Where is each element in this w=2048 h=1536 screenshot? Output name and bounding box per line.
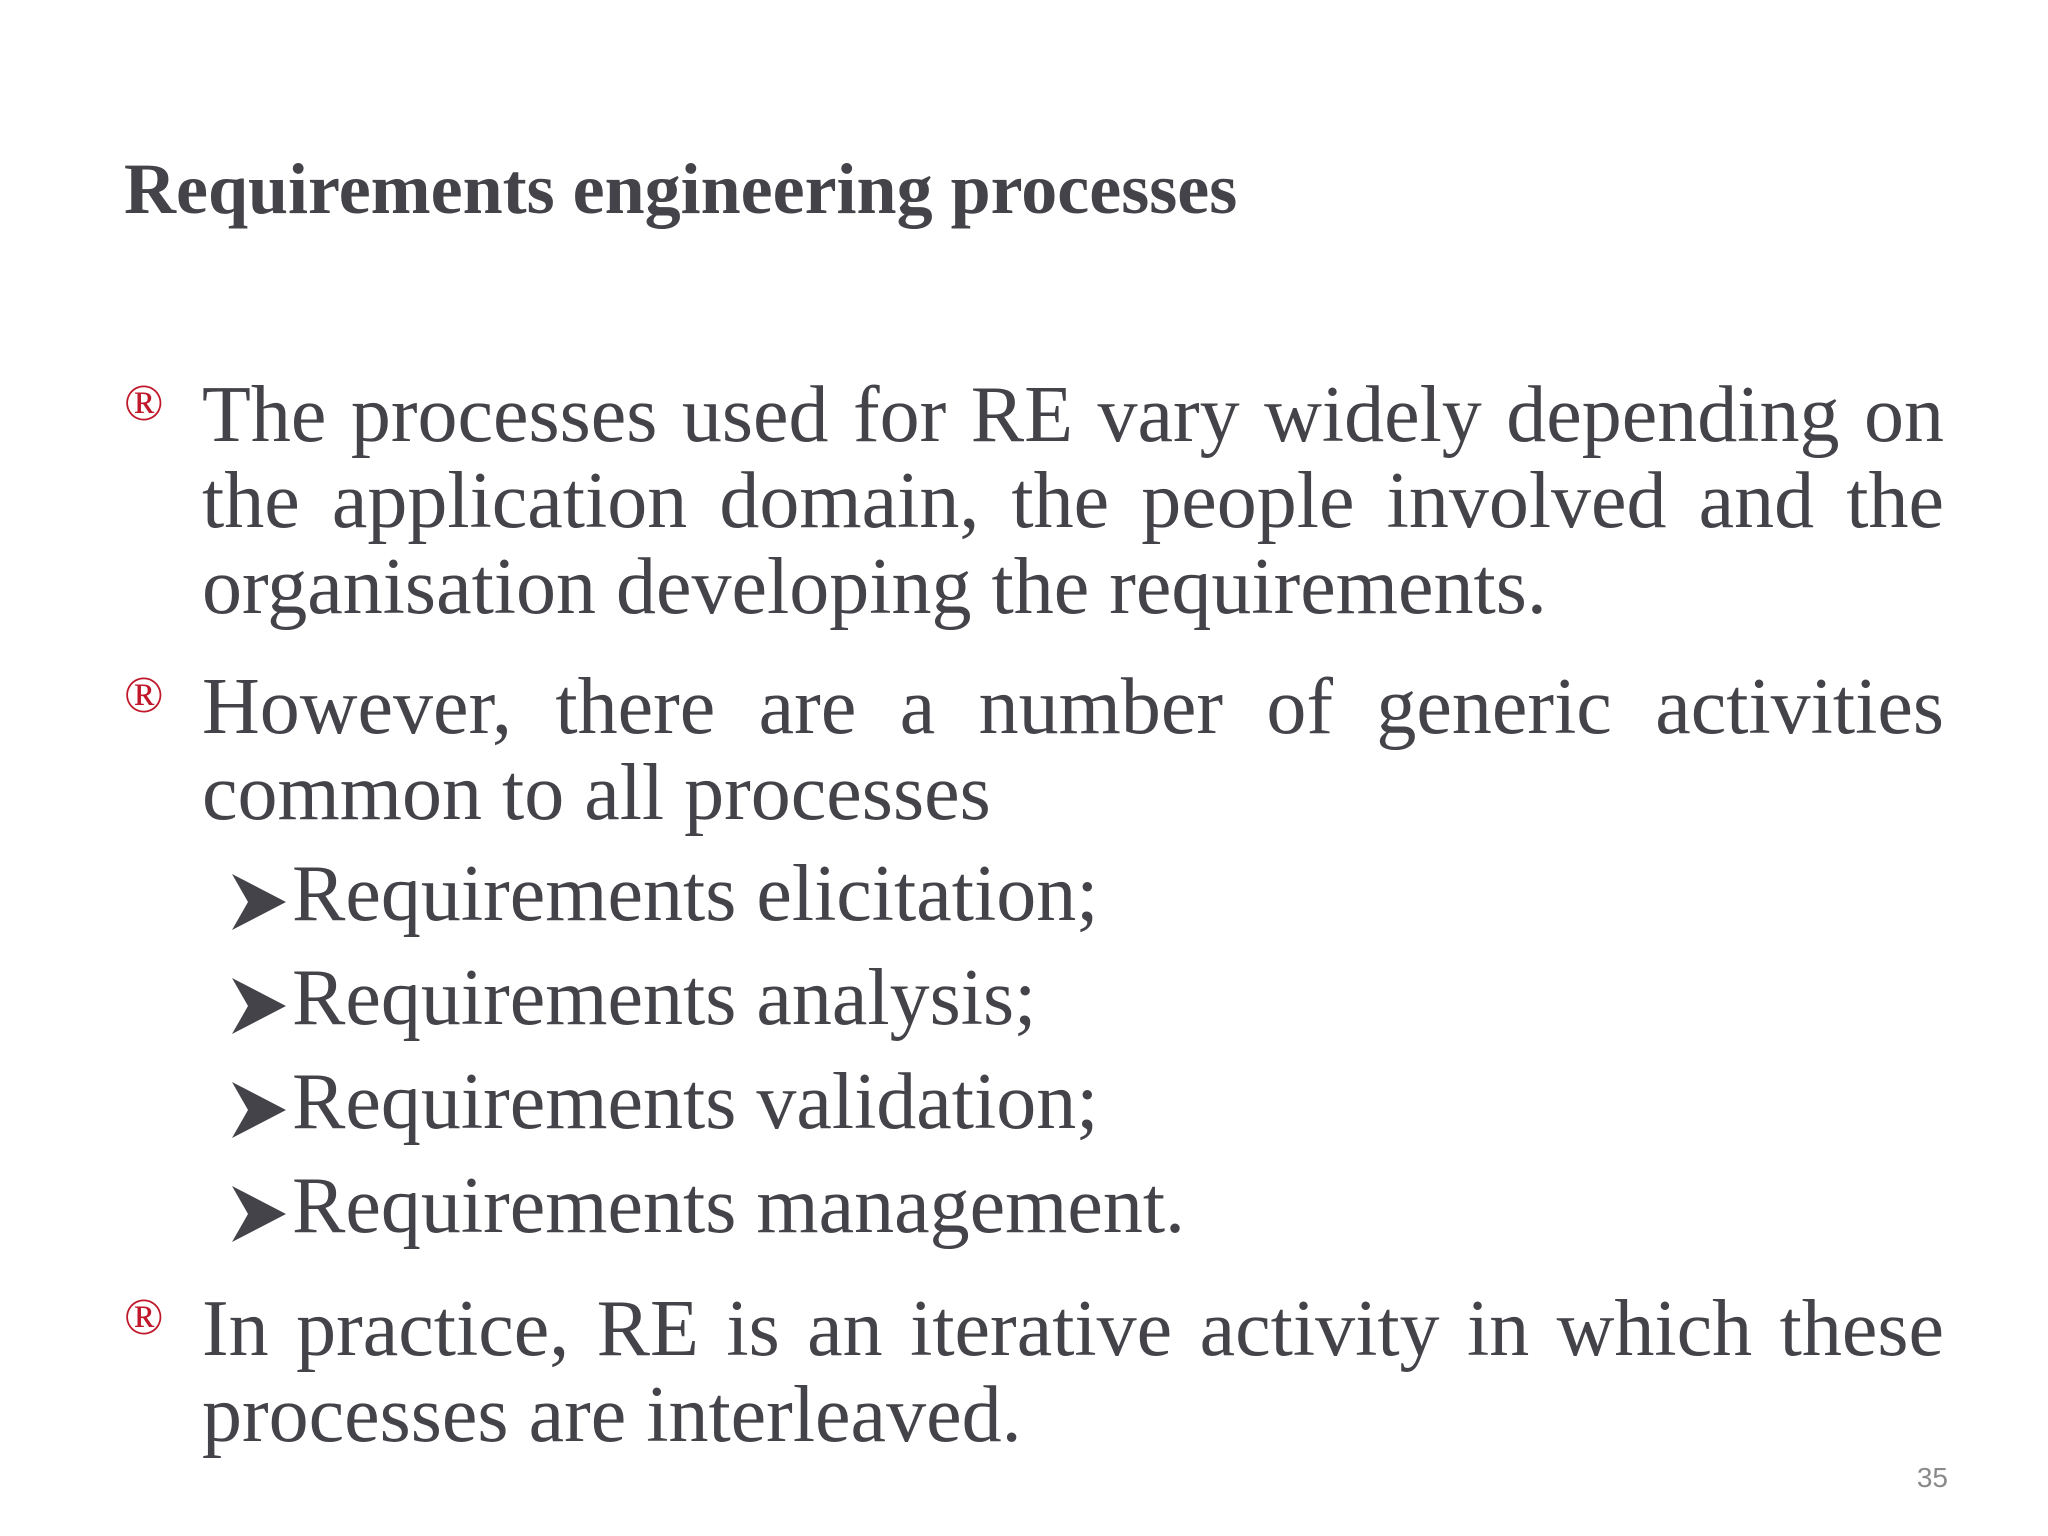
bullet-item: [124, 1286, 1944, 1458]
list-item-label: Requirements analysis;: [292, 954, 1037, 1042]
slide-title: Requirements engineering processes: [124, 149, 1238, 229]
bullet-text: However, there are a number of generic activities common to all processes: [202, 663, 1944, 837]
arrowhead-right-icon: [230, 976, 288, 1036]
page-number: 35: [1916, 1462, 1948, 1493]
registered-sign-icon: ®: [124, 375, 164, 432]
registered-sign-icon: ®: [124, 667, 164, 724]
list-item: [124, 946, 1944, 1050]
activity-list: [124, 842, 1944, 1258]
list-item-label: Requirements validation;: [292, 1058, 1099, 1146]
arrowhead-right-icon: [230, 1184, 288, 1244]
arrowhead-right-icon: [230, 872, 288, 932]
bullet-item: [124, 664, 1944, 836]
bullet-text: The processes used for RE vary widely depending on the application domain, the people involved and the organisation developing the requirements.: [202, 371, 1944, 631]
registered-sign-icon: ®: [124, 1289, 164, 1346]
list-item: [124, 842, 1944, 946]
list-item: [124, 1154, 1944, 1258]
bullet-text: In practice, RE is an iterative activity in which these processes are interleaved.: [202, 1285, 1944, 1459]
list-item-label: Requirements management.: [292, 1162, 1186, 1250]
list-item: [124, 1050, 1944, 1154]
slide-body: [124, 372, 1944, 1492]
bullet-item: [124, 372, 1944, 630]
arrowhead-right-icon: [230, 1080, 288, 1140]
list-item-label: Requirements elicitation;: [292, 850, 1099, 938]
